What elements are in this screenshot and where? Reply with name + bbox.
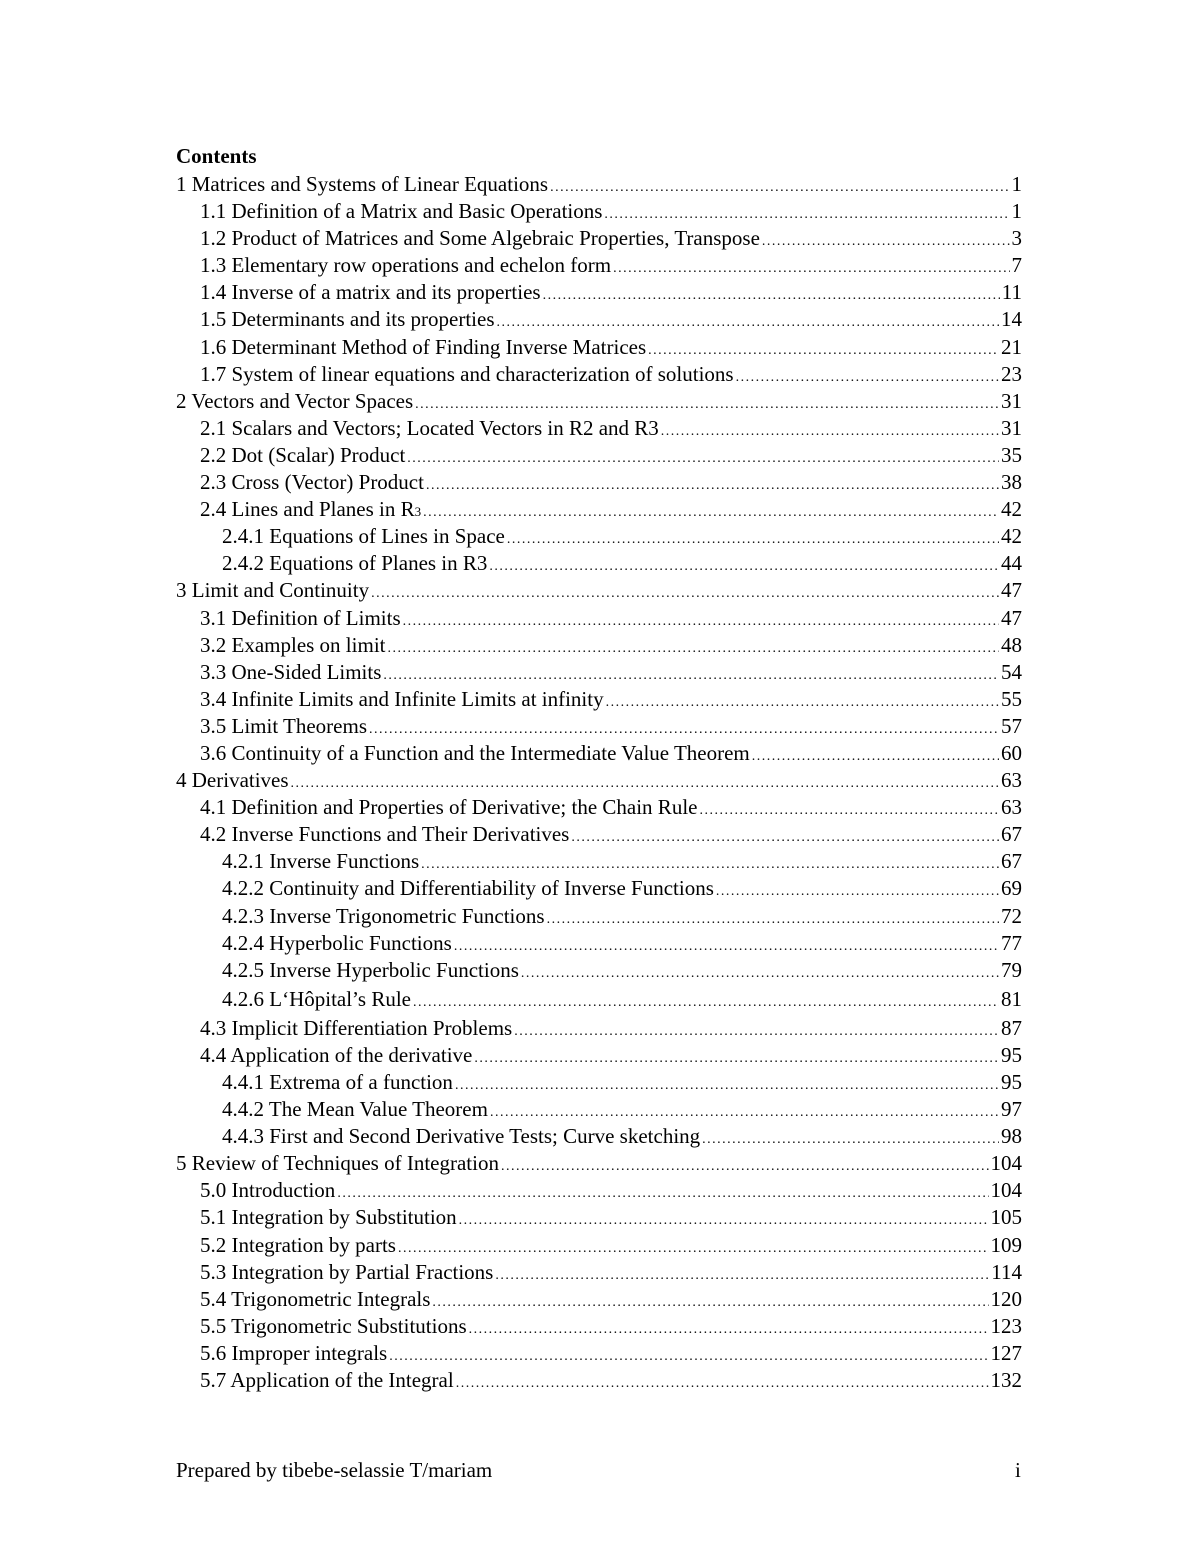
toc-dot-leader: [403, 608, 999, 635]
toc-entry[interactable]: [176, 415, 1022, 442]
footer-page-number: i: [1015, 1458, 1021, 1482]
toc-entry-page: 35: [1001, 442, 1022, 467]
toc-entry-page: 48: [1001, 632, 1022, 657]
toc-entry-page: 132: [990, 1368, 1022, 1393]
toc-entry-page: 67: [1001, 849, 1022, 874]
toc-dot-leader: [702, 1126, 999, 1153]
toc-entry-page: 63: [1001, 768, 1022, 793]
toc-entry-label: 5.6 Improper integrals: [200, 1340, 388, 1365]
toc-entry-page: 77: [1001, 930, 1022, 955]
toc-dot-leader: [474, 1045, 999, 1072]
toc-dot-leader: [421, 851, 999, 878]
toc-entry-page: 120: [990, 1286, 1022, 1311]
toc-entry[interactable]: [176, 794, 1022, 821]
toc-dot-leader: [514, 1018, 999, 1045]
toc-entry-label: 4.2 Inverse Functions and Their Derivatives: [200, 822, 570, 847]
toc-entry-label: 2.1 Scalars and Vectors; Located Vectors in R2 and R3: [200, 415, 659, 440]
toc-entry-page: 79: [1001, 957, 1022, 982]
toc-dot-leader: [550, 174, 1009, 201]
toc-entry-label: 4.2.4 Hyperbolic Functions: [222, 930, 452, 955]
toc-entry-page: 1: [1011, 199, 1022, 224]
toc-dot-leader: [501, 1153, 989, 1180]
toc-dot-leader: [455, 1072, 999, 1099]
toc-entry[interactable]: [176, 1232, 1022, 1259]
toc-entry-label: 1.2 Product of Matrices and Some Algebraic Properties, Transpose: [200, 226, 760, 251]
toc-entry[interactable]: [176, 1123, 1022, 1150]
toc-entry-label: 5.3 Integration by Partial Fractions: [200, 1259, 494, 1284]
toc-entry-label: 4 Derivatives: [176, 768, 289, 793]
toc-entry-label: 3.2 Examples on limit: [200, 632, 386, 657]
toc-entry-page: 31: [1001, 415, 1022, 440]
toc-entry[interactable]: [176, 171, 1022, 198]
toc-entry-label: 3.5 Limit Theorems: [200, 713, 368, 738]
toc-entry[interactable]: [176, 388, 1022, 415]
toc-entry-page: 57: [1001, 713, 1022, 738]
toc-entry-label: 3.4 Infinite Limits and Infinite Limits at infinity: [200, 686, 604, 711]
toc-dot-leader: [407, 445, 999, 472]
toc-entry-page: 1: [1011, 172, 1022, 196]
toc-entry-page: 55: [1001, 686, 1022, 711]
toc-dot-leader: [571, 824, 999, 851]
toc-dot-leader: [606, 689, 999, 716]
toc-entry[interactable]: [176, 1286, 1022, 1313]
toc-dot-leader: [383, 662, 999, 689]
toc-entry-label: 4.1 Definition and Properties of Derivative; the Chain Rule: [200, 795, 698, 820]
toc-entry-label: 2.4.1 Equations of Lines in Space: [222, 524, 505, 549]
toc-entry-label: 1.7 System of linear equations and characterization of solutions: [200, 361, 734, 386]
toc-entry-page: 105: [990, 1205, 1022, 1230]
toc-entry[interactable]: [176, 1367, 1022, 1394]
toc-entry[interactable]: [176, 605, 1022, 632]
toc-entry-label: 4.4.1 Extrema of a function: [222, 1070, 453, 1094]
toc-entry-page: 11: [1001, 280, 1022, 305]
toc-dot-leader: [495, 1262, 989, 1289]
toc-entry[interactable]: [176, 1340, 1022, 1367]
toc-entry-label: 2.3 Cross (Vector) Product: [200, 470, 424, 495]
toc-dot-leader: [337, 1180, 988, 1207]
toc-entry-page: 14: [1001, 307, 1022, 332]
toc-entry[interactable]: [176, 875, 1022, 902]
toc-dot-leader: [369, 716, 999, 743]
toc-entry-label: 4.2.6 L‘Hôpital’s Rule: [222, 986, 411, 1011]
toc-entry[interactable]: [176, 1177, 1022, 1204]
toc-dot-leader: [398, 1235, 989, 1262]
toc-entry-label: 1.4 Inverse of a matrix and its properties: [200, 280, 541, 305]
toc-dot-leader: [613, 255, 1009, 282]
toc-entry[interactable]: 2.4 Lines and Planes in R 3 ..... 42: [176, 496, 1022, 523]
toc-entry-page: 42: [1001, 524, 1022, 549]
toc-entry-label: 1 Matrices and Systems of Linear Equations: [176, 172, 549, 196]
toc-dot-leader: [413, 987, 999, 1018]
toc-entry[interactable]: [176, 523, 1022, 550]
toc-entry-page: 114: [991, 1259, 1022, 1284]
toc-entry[interactable]: [176, 659, 1022, 686]
toc-entry-page: 72: [1001, 903, 1022, 928]
toc-entry-page: 95: [1001, 1070, 1022, 1094]
toc-entry-page: 109: [990, 1232, 1022, 1257]
toc-entry[interactable]: [176, 1042, 1022, 1069]
toc-dot-leader: [371, 580, 999, 607]
toc-dot-leader: [521, 960, 999, 987]
toc-entry-page: 67: [1001, 822, 1022, 847]
toc-dot-leader: [469, 1316, 989, 1343]
toc-entry[interactable]: [176, 334, 1022, 361]
toc-entry-label: 1.6 Determinant Method of Finding Inverse Matrices: [200, 334, 647, 359]
toc-entry-label: 4.2.2 Continuity and Differentiability of Inverse Functions: [222, 876, 714, 901]
toc-entry[interactable]: [176, 740, 1022, 767]
toc-dot-leader: [736, 364, 999, 391]
toc-dot-leader: [291, 770, 999, 797]
toc-entry-page: 87: [1001, 1015, 1022, 1040]
toc-entry-page: 98: [1001, 1124, 1022, 1149]
toc-dot-leader: [648, 337, 999, 364]
toc-entry-label: 5.0 Introduction: [200, 1178, 336, 1203]
toc-entry-label: 4.2.3 Inverse Trigonometric Functions: [222, 903, 545, 928]
toc-entry[interactable]: [176, 1204, 1022, 1231]
toc-entry-label: 5.5 Trigonometric Substitutions: [200, 1313, 467, 1338]
toc-entry-label: 5.1 Integration by Substitution: [200, 1205, 457, 1230]
toc-entry-page: 44: [1001, 551, 1022, 576]
toc-entry[interactable]: [176, 550, 1022, 577]
footer-author: Prepared by tibebe-selassie T/mariam: [176, 1458, 493, 1482]
toc-entry-page: 60: [1001, 740, 1022, 765]
toc-entry-label: 1.3 Elementary row operations and echelon form: [200, 253, 612, 278]
toc-entry-page: 47: [1001, 605, 1022, 630]
toc-entry-label: 2.4.2 Equations of Planes in R3: [222, 551, 488, 576]
toc-entry-page: 21: [1001, 334, 1022, 359]
toc-entry-label: 1.1 Definition of a Matrix and Basic Operations: [200, 199, 603, 224]
toc-entry-page: 54: [1001, 659, 1022, 684]
toc-dot-leader: [459, 1207, 989, 1234]
toc-entry[interactable]: [176, 577, 1022, 604]
toc-entry-page: 104: [990, 1178, 1022, 1203]
toc-entry-label: 5.7 Application of the Integral: [200, 1368, 454, 1393]
toc-entry-label: 4.4.3 First and Second Derivative Tests; Curve sketching: [222, 1124, 701, 1149]
toc-dot-leader: [661, 418, 999, 445]
toc-dot-leader: [432, 1289, 988, 1316]
toc-entry-label: 3.1 Definition of Limits: [200, 605, 401, 630]
toc-entry-page: 97: [1001, 1097, 1022, 1122]
toc-entry[interactable]: [176, 279, 1022, 306]
toc-dot-leader: [426, 472, 999, 499]
toc-entry-label: 4.4.2 The Mean Value Theorem: [222, 1097, 488, 1122]
toc-dot-leader: [389, 1343, 988, 1370]
toc-entry[interactable]: [176, 361, 1022, 388]
toc-entry[interactable]: [176, 198, 1022, 225]
toc-entry-label: 5.2 Integration by parts: [200, 1232, 396, 1257]
toc-entry[interactable]: [176, 767, 1022, 794]
toc-entry-label: 5 Review of Techniques of Integration: [176, 1151, 499, 1176]
toc-dot-leader: [456, 1370, 989, 1397]
toc-dot-leader: [752, 743, 999, 770]
toc-title: Contents: [176, 144, 257, 168]
toc-entry-label: 4.4 Application of the derivative: [200, 1042, 473, 1067]
toc-entry[interactable]: [176, 686, 1022, 713]
toc-entry-label: 3 Limit and Continuity: [176, 578, 370, 603]
toc-entry-label: 1.5 Determinants and its properties: [200, 307, 495, 332]
toc-entry[interactable]: [176, 1259, 1022, 1286]
toc-entry-page: 104: [990, 1151, 1022, 1176]
toc-entry[interactable]: [176, 713, 1022, 740]
toc-entry-page: 23: [1001, 361, 1022, 386]
toc-entry-page: 42: [1001, 497, 1022, 522]
toc-entry-page: 31: [1001, 388, 1022, 413]
toc-dot-leader: [497, 309, 999, 336]
toc-entry-page: 95: [1001, 1042, 1022, 1067]
toc-entry[interactable]: [176, 1150, 1022, 1177]
toc-list: [176, 171, 1022, 1394]
toc-dot-leader: [543, 282, 1000, 309]
toc-entry[interactable]: [176, 1096, 1022, 1123]
toc-entry-label: 5.4 Trigonometric Integrals: [200, 1286, 431, 1311]
toc-entry[interactable]: [176, 225, 1022, 252]
toc-dot-leader: [387, 635, 999, 662]
toc-dot-leader: [699, 797, 999, 824]
toc-entry[interactable]: [176, 1069, 1022, 1096]
toc-entry[interactable]: [176, 1015, 1022, 1042]
toc-dot-leader: [507, 526, 999, 553]
toc-entry-label: 4.2.5 Inverse Hyperbolic Functions: [222, 957, 519, 982]
toc-entry-page: 81: [1001, 986, 1022, 1011]
toc-dot-leader: [762, 228, 1010, 255]
toc-entry[interactable]: [176, 306, 1022, 333]
toc-entry-label: 4.3 Implicit Differentiation Problems: [200, 1015, 513, 1040]
toc-dot-leader: [716, 878, 999, 905]
toc-entry-page: 127: [990, 1340, 1022, 1365]
toc-entry[interactable]: [176, 252, 1022, 279]
toc-dot-leader: [423, 499, 999, 526]
toc-entry-page: 38: [1001, 470, 1022, 495]
toc-entry-page: 3: [1011, 226, 1022, 251]
toc-entry[interactable]: [176, 821, 1022, 848]
toc-entry-page: 47: [1001, 578, 1022, 603]
toc-entry-label: 3.3 One-Sided Limits: [200, 659, 382, 684]
toc-entry[interactable]: [176, 930, 1022, 957]
toc-dot-leader: [490, 1099, 999, 1126]
toc-dot-leader: [489, 553, 999, 580]
toc-entry-page: 63: [1001, 795, 1022, 820]
toc-entry[interactable]: [176, 632, 1022, 659]
toc-entry-page: 123: [990, 1313, 1022, 1338]
toc-entry-label: 2.2 Dot (Scalar) Product: [200, 442, 406, 467]
toc-entry-page: 7: [1011, 253, 1022, 278]
toc-entry[interactable]: [176, 848, 1022, 875]
toc-entry[interactable]: [176, 442, 1022, 469]
toc-entry-label: 4.2.1 Inverse Functions: [222, 849, 420, 874]
toc-entry-page: 69: [1001, 876, 1022, 901]
toc-entry[interactable]: [176, 1313, 1022, 1340]
toc-entry[interactable]: [176, 984, 1022, 1015]
toc-dot-leader: [547, 906, 999, 933]
toc-entry[interactable]: [176, 903, 1022, 930]
toc-entry-label: 3.6 Continuity of a Function and the Intermediate Value Theorem: [200, 740, 750, 765]
toc-dot-leader: [415, 391, 999, 418]
toc-dot-leader: [604, 201, 1009, 228]
toc-dot-leader: [454, 933, 999, 960]
toc-entry-label: 2 Vectors and Vector Spaces: [176, 388, 414, 413]
toc-entry-label: 2.4 Lines and Planes in R: [200, 497, 415, 522]
toc-entry[interactable]: [176, 957, 1022, 984]
toc-entry[interactable]: [176, 469, 1022, 496]
